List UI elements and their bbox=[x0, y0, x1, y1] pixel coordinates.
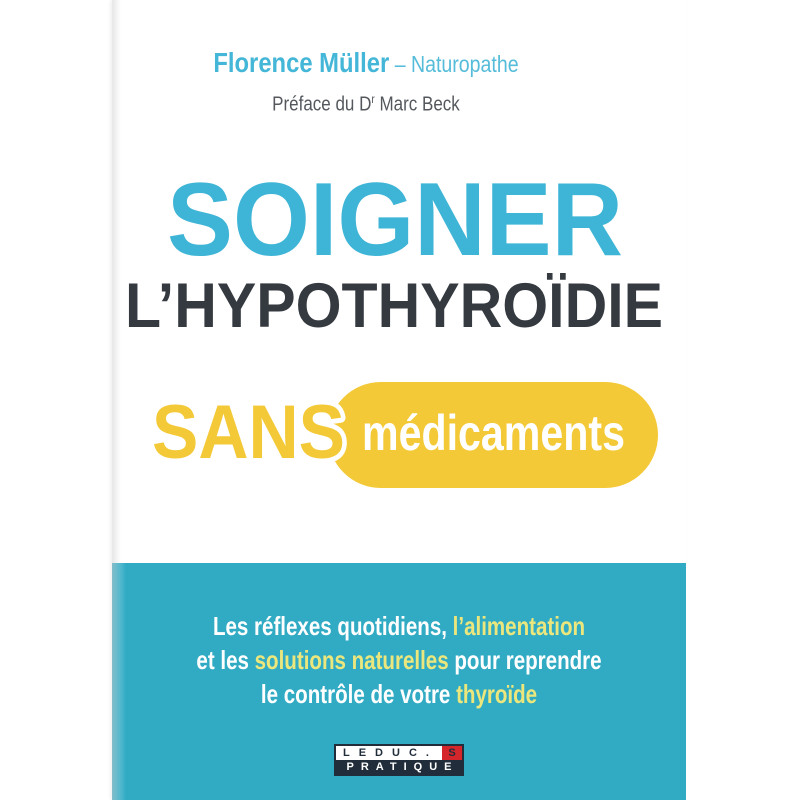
tagline-line-1 bbox=[172, 609, 625, 643]
banner-word-sans: SANS bbox=[152, 390, 345, 475]
preface-suffix: Marc Beck bbox=[374, 93, 460, 116]
preface-line bbox=[122, 86, 610, 118]
tagline-line-3 bbox=[172, 677, 625, 711]
tagline-segment-highlight: solutions naturelles bbox=[254, 645, 449, 675]
tagline-segment: et les bbox=[196, 645, 255, 675]
preface-superscript: r bbox=[371, 92, 375, 106]
tagline-segment: le contrôle de votre bbox=[260, 679, 457, 709]
tagline-segment-highlight: l’alimentation bbox=[452, 611, 586, 641]
logo-red-s-box: S bbox=[442, 746, 462, 760]
tagline bbox=[112, 609, 686, 711]
tagline-segment: pour reprendre bbox=[448, 645, 602, 675]
author-role: – Naturopathe bbox=[389, 51, 519, 77]
logo-leduc-text: LEDUC. bbox=[343, 747, 438, 759]
bottom-band bbox=[112, 563, 686, 800]
publisher-logo bbox=[334, 744, 464, 776]
title-line1: SOIGNER bbox=[167, 172, 623, 278]
author-name: Florence Müller bbox=[213, 47, 390, 78]
book-cover bbox=[112, 0, 686, 800]
tagline-segment-highlight: thyroïde bbox=[456, 679, 538, 709]
tagline-line-2 bbox=[172, 643, 625, 677]
logo-row-pratique: PRATIQUE bbox=[336, 760, 462, 774]
logo-row-leduc bbox=[336, 746, 462, 760]
banner-word-medicaments: médicaments bbox=[362, 405, 625, 461]
sans-medicaments-banner bbox=[112, 370, 686, 500]
tagline-segment: Les réflexes quotidiens, bbox=[212, 611, 453, 641]
author-line bbox=[122, 46, 610, 85]
main-title bbox=[112, 172, 686, 342]
preface-prefix: Préface du D bbox=[272, 93, 372, 116]
title-line2: L’HYPOTHYROÏDIE bbox=[125, 271, 663, 341]
